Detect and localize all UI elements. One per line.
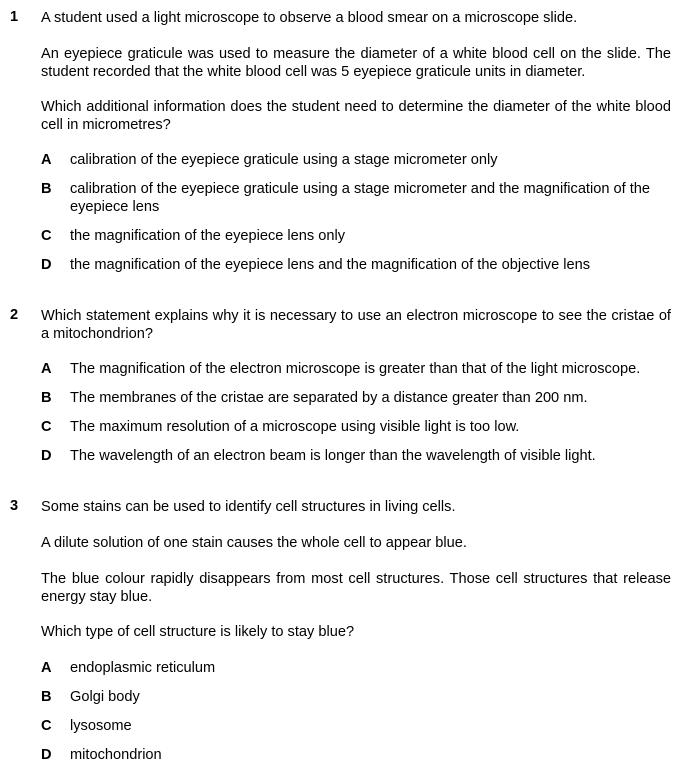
question-number: 3 — [10, 498, 19, 514]
question-prompt: Which type of cell structure is likely to stay blue? — [41, 624, 355, 640]
option-text: the magnification of the eyepiece lens and the magnification of the objective lens — [70, 257, 591, 273]
option-text: The wavelength of an electron beam is longer than the wavelength of visible light. — [70, 448, 596, 464]
option-text: mitochondrion — [70, 747, 162, 763]
question-number: 2 — [10, 307, 19, 323]
question-stem: An eyepiece graticule was used to measure the diameter of a white blood cell on the slide. The student recorded that the white blood cell was 5 eyepiece graticule units in diameter. — [41, 46, 671, 80]
question-stem: The blue colour rapidly disappears from most cell structures. Those cell structures that release energy stay blue. — [41, 571, 671, 605]
option-letter: B — [41, 689, 52, 705]
option-letter: A — [41, 361, 52, 377]
question-stem: A student used a light microscope to observe a blood smear on a microscope slide. — [41, 10, 578, 26]
question-stem: A dilute solution of one stain causes the whole cell to appear blue. — [41, 535, 467, 551]
option-text: The magnification of the electron microscope is greater than that of the light microscope. — [70, 361, 641, 377]
option-text: the magnification of the eyepiece lens only — [70, 228, 346, 244]
option-text: lysosome — [70, 718, 132, 734]
option-letter: D — [41, 257, 52, 273]
question-stem: Which statement explains why it is necessary to use an electron microscope to see the cristae of a mitochondrion? — [41, 308, 671, 342]
option-letter: A — [41, 152, 52, 168]
option-letter: D — [41, 448, 52, 464]
option-letter: B — [41, 181, 52, 197]
question-stem: Some stains can be used to identify cell structures in living cells. — [41, 499, 456, 515]
option-letter: D — [41, 747, 52, 763]
question-prompt: Which additional information does the student need to determine the diameter of the white blood cell in micrometres? — [41, 99, 671, 133]
option-letter: C — [41, 228, 52, 244]
option-text: The maximum resolution of a microscope using visible light is too low. — [70, 419, 520, 435]
option-letter: C — [41, 419, 52, 435]
question-number: 1 — [10, 9, 19, 25]
option-letter: A — [41, 660, 52, 676]
option-text: calibration of the eyepiece graticule using a stage micrometer only — [70, 152, 498, 168]
option-text: Golgi body — [70, 689, 140, 705]
option-letter: B — [41, 390, 52, 406]
option-text: calibration of the eyepiece graticule using a stage micrometer and the magnification of the eyepiece lens — [70, 181, 651, 215]
option-text: The membranes of the cristae are separated by a distance greater than 200 nm. — [70, 390, 588, 406]
option-letter: C — [41, 718, 52, 734]
option-text: endoplasmic reticulum — [70, 660, 216, 676]
